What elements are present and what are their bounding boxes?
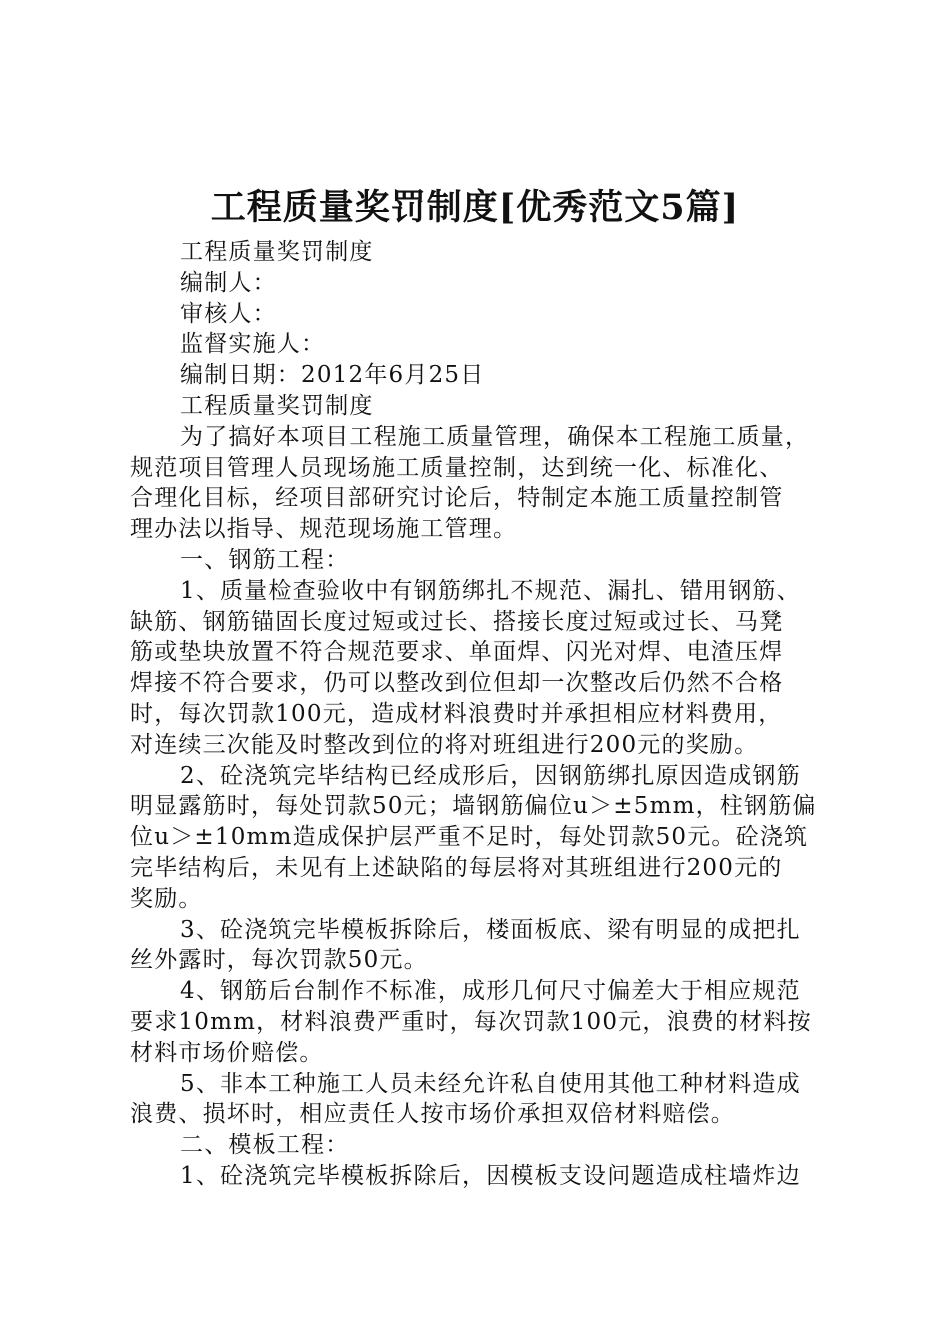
paragraph-line: 奖励。 xyxy=(130,885,203,912)
paragraph-line: 丝外露时，每次罚款50元。 xyxy=(130,947,428,974)
paragraph-line: 1、质量检查验收中有钢筋绑扎不规范、漏扎、错用钢筋、 xyxy=(180,577,801,604)
document-title: 工程质量奖罚制度[优秀范文5篇] xyxy=(210,187,740,228)
paragraph-line: 位u＞±10mm造成保护层严重不足时，每处罚款50元。砼浇筑 xyxy=(130,824,809,851)
paragraph-line: 筋或垫块放置不符合规范要求、单面焊、闪光对焊、电渣压焊 xyxy=(130,639,784,666)
paragraph-line: 完毕结构后，未见有上述缺陷的每层将对其班组进行200元的 xyxy=(130,854,783,881)
paragraph-line: 规范项目管理人员现场施工质量控制，达到统一化、标准化、 xyxy=(130,454,784,481)
paragraph-line: 要求10mm，材料浪费严重时，每次罚款100元，浪费的材料按 xyxy=(130,1008,812,1035)
paragraph-line: 4、钢筋后台制作不标准，成形几何尺寸偏差大于相应规范 xyxy=(180,978,801,1005)
paragraph-line: 5、非本工种施工人员未经允许私自使用其他工种材料造成 xyxy=(180,1070,801,1097)
paragraph-line: 明显露筋时，每处罚款50元；墙钢筋偏位u＞±5mm，柱钢筋偏 xyxy=(130,793,817,820)
paragraph-line: 焊接不符合要求，仍可以整改到位但却一次整改后仍然不合格 xyxy=(130,670,784,697)
document-body xyxy=(130,212,840,1192)
supervisor-line: 监督实施人： xyxy=(180,331,326,358)
section-heading: 工程质量奖罚制度 xyxy=(180,392,374,419)
compiler-line: 编制人： xyxy=(180,269,277,296)
paragraph-line: 1、砼浇筑完毕模板拆除后，因模板支设问题造成柱墙炸边 xyxy=(180,1162,801,1189)
paragraph-line: 浪费、损坏时，相应责任人按市场价承担双倍材料赔偿。 xyxy=(130,1101,735,1128)
date-line: 编制日期：2012年6月25日 xyxy=(180,362,485,389)
paragraph-line: 时，每次罚款100元，造成材料浪费时并承担相应材料费用， xyxy=(130,700,783,727)
paragraph-line: 为了搞好本项目工程施工质量管理，确保本工程施工质量， xyxy=(180,423,810,450)
paragraph-line: 合理化目标，经项目部研究讨论后，特制定本施工质量控制管 xyxy=(130,485,784,512)
subtitle-line: 工程质量奖罚制度 xyxy=(180,239,374,265)
paragraph-line: 缺筋、钢筋锚固长度过短或过长、搭接长度过短或过长、马凳 xyxy=(130,608,784,635)
paragraph-line: 2、砼浇筑完毕结构已经成形后，因钢筋绑扎原因造成钢筋 xyxy=(180,762,801,789)
section-heading-rebar: 一、钢筋工程： xyxy=(180,546,350,573)
reviewer-line: 审核人： xyxy=(180,300,277,327)
paragraph-line: 对连续三次能及时整改到位的将对班组进行200元的奖励。 xyxy=(130,731,759,758)
paragraph-line: 理办法以指导、规范现场施工管理。 xyxy=(130,516,518,543)
section-heading-formwork: 二、模板工程： xyxy=(180,1132,350,1159)
paragraph-line: 材料市场价赔偿。 xyxy=(130,1039,324,1066)
paragraph-line: 3、砼浇筑完毕模板拆除后，楼面板底、梁有明显的成把扎 xyxy=(180,916,801,943)
